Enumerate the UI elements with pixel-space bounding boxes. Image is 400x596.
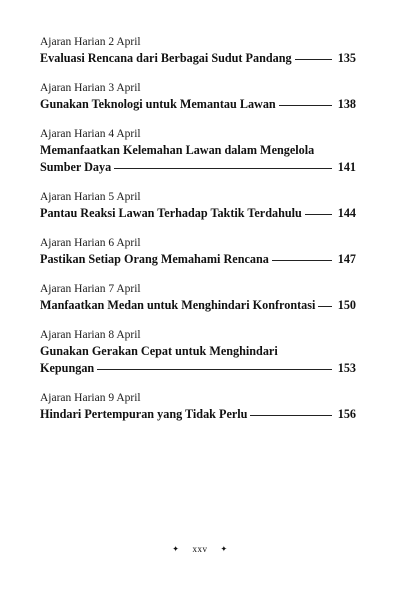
- toc-entry[interactable]: [40, 328, 356, 377]
- dot-leader: [279, 105, 332, 106]
- entry-day-label: Ajaran Harian 9 April: [40, 392, 141, 404]
- toc-entry[interactable]: [40, 391, 356, 423]
- entry-title-line: [40, 159, 356, 176]
- entry-title: Evaluasi Rencana dari Berbagai Sudut Pandang: [40, 51, 292, 65]
- entry-page-number: 150: [337, 298, 356, 312]
- entry-title-first-line: Memanfaatkan Kelemahan Lawan dalam Mengelola: [40, 143, 315, 157]
- entry-title-first-line: Gunakan Gerakan Cepat untuk Menghindari: [40, 344, 278, 358]
- table-of-contents: [40, 35, 356, 437]
- entry-title: Pantau Reaksi Lawan Terhadap Taktik Terdahulu: [40, 206, 302, 220]
- entry-title: Gunakan Teknologi untuk Memantau Lawan: [40, 97, 276, 111]
- entry-day-label: Ajaran Harian 7 April: [40, 283, 141, 295]
- toc-entry[interactable]: [40, 282, 356, 314]
- toc-entry[interactable]: [40, 35, 356, 67]
- dot-leader: [305, 214, 332, 215]
- dot-leader: [318, 306, 331, 307]
- entry-title-line: [40, 406, 356, 423]
- dot-leader: [295, 59, 332, 60]
- entry-title: Manfaatkan Medan untuk Menghindari Konfrontasi: [40, 298, 316, 312]
- entry-day-label: Ajaran Harian 8 April: [40, 329, 141, 341]
- entry-title: Sumber Daya: [40, 160, 112, 174]
- entry-page-number: 141: [337, 160, 356, 174]
- dot-leader: [97, 369, 332, 370]
- diamond-ornament-icon: ✦: [172, 544, 180, 554]
- entry-title-line: [40, 251, 356, 268]
- toc-entry[interactable]: [40, 127, 356, 176]
- page-footer: [0, 544, 400, 554]
- entry-page-number: 135: [337, 51, 356, 65]
- entry-page-number: 156: [337, 407, 356, 421]
- dot-leader: [272, 260, 332, 261]
- entry-page-number: 153: [337, 361, 356, 375]
- toc-entry[interactable]: [40, 236, 356, 268]
- entry-page-number: 138: [337, 97, 356, 111]
- diamond-ornament-icon: ✦: [220, 544, 228, 554]
- entry-title-line: [40, 96, 356, 113]
- toc-entry[interactable]: [40, 190, 356, 222]
- entry-day-label: Ajaran Harian 3 April: [40, 82, 141, 94]
- entry-page-number: 144: [337, 206, 356, 220]
- entry-day-label: Ajaran Harian 4 April: [40, 128, 141, 140]
- entry-title-line: [40, 205, 356, 222]
- entry-title: Hindari Pertempuran yang Tidak Perlu: [40, 407, 248, 421]
- entry-title-line: [40, 50, 356, 67]
- entry-title-line: [40, 297, 356, 314]
- page-number: xxv: [192, 544, 208, 554]
- entry-page-number: 147: [337, 252, 356, 266]
- entry-day-label: Ajaran Harian 5 April: [40, 191, 141, 203]
- dot-leader: [250, 415, 331, 416]
- dot-leader: [114, 168, 332, 169]
- entry-day-label: Ajaran Harian 2 April: [40, 36, 141, 48]
- entry-day-label: Ajaran Harian 6 April: [40, 237, 141, 249]
- entry-title: Pastikan Setiap Orang Memahami Rencana: [40, 252, 269, 266]
- toc-entry[interactable]: [40, 81, 356, 113]
- entry-title: Kepungan: [40, 361, 95, 375]
- entry-title-line: [40, 360, 356, 377]
